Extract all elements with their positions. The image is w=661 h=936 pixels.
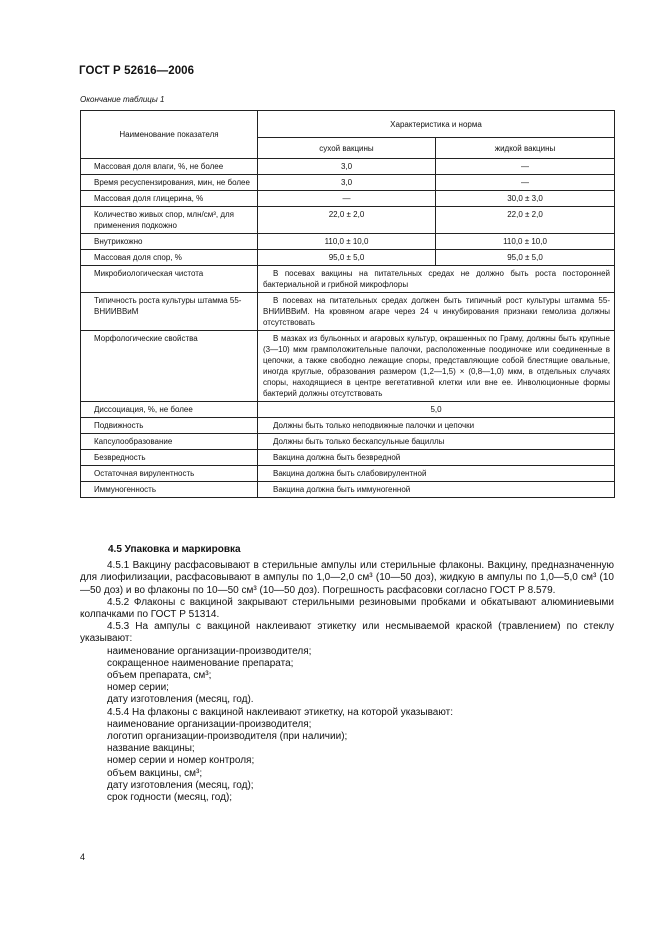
list-item: объем препарата, см³;: [107, 670, 212, 682]
list-item: наименование организации-производителя;: [107, 718, 312, 730]
liquid-value: 30,0 ± 3,0: [436, 191, 615, 207]
list-item: логотип организации-производителя (при наличии);: [107, 731, 348, 743]
list-item: номер серии;: [107, 682, 169, 694]
row-name: Массовая доля влаги, %, не более: [81, 159, 258, 175]
list-item: срок годности (месяц, год);: [107, 792, 233, 804]
liquid-value: —: [436, 175, 615, 191]
section-title: 4.5 Упаковка и маркировка: [108, 544, 241, 555]
requirement-text: Вакцина должна быть слабовирулентной: [273, 469, 427, 478]
table-row: [81, 207, 615, 234]
row-requirement: 5,0: [258, 402, 615, 418]
row-name: Внутрикожно: [81, 234, 258, 250]
column-header-indicator: Наименование показателя: [81, 111, 258, 159]
requirement-text: Вакцина должна быть безвредной: [273, 453, 401, 462]
paragraph-4-5-2: 4.5.2 Флаконы с вакциной закрывают стерильными резиновыми пробками и обкатывают алюминиевыми колпачками по ГОСТ Р 51314.: [80, 596, 614, 621]
row-name: Типичность роста культуры штамма 55-ВНИИВВиМ: [81, 293, 258, 331]
page-number: 4: [80, 852, 86, 862]
table-row: [81, 482, 615, 498]
list-item: наименование организации-производителя;: [107, 645, 312, 657]
row-name: Иммуногенность: [81, 482, 258, 498]
table-row: [81, 466, 615, 482]
list-item: дату изготовления (месяц, год);: [107, 779, 254, 791]
list-item: номер серии и номер контроля;: [107, 755, 255, 767]
list-item: сокращенное наименование препарата;: [107, 657, 294, 669]
row-name: Капсулообразование: [81, 434, 258, 450]
row-name: Остаточная вирулентность: [81, 466, 258, 482]
liquid-value: 95,0 ± 5,0: [436, 250, 615, 266]
row-name: Подвижность: [81, 418, 258, 434]
table-row: [81, 293, 615, 331]
column-header-dry-vaccine: сухой вакцины: [258, 138, 436, 159]
section-body: [80, 544, 614, 804]
table-row: [81, 418, 615, 434]
table-row: [81, 331, 615, 402]
row-requirement: [258, 293, 615, 331]
liquid-value: —: [436, 159, 615, 175]
table-row: [81, 402, 615, 418]
row-requirement: [258, 434, 615, 450]
row-name: Диссоциация, %, не более: [81, 402, 258, 418]
liquid-value: 110,0 ± 10,0: [436, 234, 615, 250]
row-name: Безвредность: [81, 450, 258, 466]
table-row: [81, 266, 615, 293]
row-name: Массовая доля глицерина, %: [81, 191, 258, 207]
dry-value: 3,0: [258, 175, 436, 191]
paragraph-4-5-3: 4.5.3 На ампулы с вакциной наклеивают этикетку или несмываемой краской (травлением) по стеклу указывают:: [80, 621, 614, 645]
row-requirement: [258, 266, 615, 293]
liquid-value: 22,0 ± 2,0: [436, 207, 615, 234]
requirement-text: В мазках из бульонных и агаровых культур, окрашенных по Граму, должны быть крупные (3—10) мкм грамположительные палочки, расположенные поодиночке или соединенные в цепочки, а также свободно лежащие споры, представляющие собой блестящие овальные, иногда круглые, образования размером (1,2—1,5) × (0,8—1,0) мкм, в отдельных случаях споры, находящиеся в центре вегетативной клетки или вне ее. Инволюционные формы бактерий должны отсутствовать: [263, 334, 610, 398]
row-requirement: [258, 418, 615, 434]
row-name: Массовая доля спор, %: [81, 250, 258, 266]
table-row: [81, 175, 615, 191]
paragraph-4-5-4: 4.5.4 На флаконы с вакциной наклеивают этикетку, на которой указывают:: [107, 706, 453, 718]
row-name: Количество живых спор, млн/см³, для применения подкожно: [81, 207, 258, 234]
row-name: Время ресуспензирования, мин, не более: [81, 175, 258, 191]
row-name: Микробиологическая чистота: [81, 266, 258, 293]
row-requirement: [258, 331, 615, 402]
requirement-text: В посевах на питательных средах должен быть типичный рост культуры штамма 55-ВНИИВВиМ. На кровяном агаре через 24 ч инкубирования признаки гемолиза должны отсутствовать: [263, 296, 610, 327]
row-requirement: [258, 450, 615, 466]
table-row: [81, 159, 615, 175]
row-name: Морфологические свойства: [81, 331, 258, 402]
table-caption: Окончание таблицы 1: [80, 95, 165, 104]
dry-value: 22,0 ± 2,0: [258, 207, 436, 234]
requirement-text: Вакцина должна быть иммуногенной: [273, 485, 411, 494]
requirement-text: Должны быть только неподвижные палочки и цепочки: [273, 421, 475, 430]
table-row: [81, 234, 615, 250]
table-row: [81, 191, 615, 207]
paragraph-4-5-1: 4.5.1 Вакцину расфасовывают в стерильные ампулы или стерильные флаконы. Вакцину, предназначенную для лиофилизации, расфасовывают в ампулы по 1,0—2,0 см³ (10—50 доз), жидкую в ампулы по 1,0—5,0 см³ (10—50 доз) и во флаконы по 10—50 см³ (10—50 доз). Погрешность расфасовки согласно ГОСТ Р 8.579.: [80, 560, 614, 596]
requirement-text: Должны быть только бескапсульные бациллы: [273, 437, 445, 446]
row-requirement: [258, 466, 615, 482]
dry-value: —: [258, 191, 436, 207]
list-item: дату изготовления (месяц, год).: [107, 694, 254, 706]
table-row: [81, 250, 615, 266]
requirement-text: В посевах вакцины на питательных средах не должно быть роста посторонней бактериальной и грибной микрофлоры: [263, 269, 610, 289]
list-item: название вакцины;: [107, 743, 195, 755]
dry-value: 110,0 ± 10,0: [258, 234, 436, 250]
table-row: [81, 434, 615, 450]
document-header: ГОСТ Р 52616—2006: [79, 65, 195, 77]
specification-table: [80, 110, 615, 498]
dry-value: 3,0: [258, 159, 436, 175]
column-header-liquid-vaccine: жидкой вакцины: [436, 138, 615, 159]
column-header-characteristic: Характеристика и норма: [258, 111, 615, 138]
row-requirement: [258, 482, 615, 498]
table-row: [81, 450, 615, 466]
list-item: объем вакцины, см³;: [107, 767, 203, 779]
dry-value: 95,0 ± 5,0: [258, 250, 436, 266]
